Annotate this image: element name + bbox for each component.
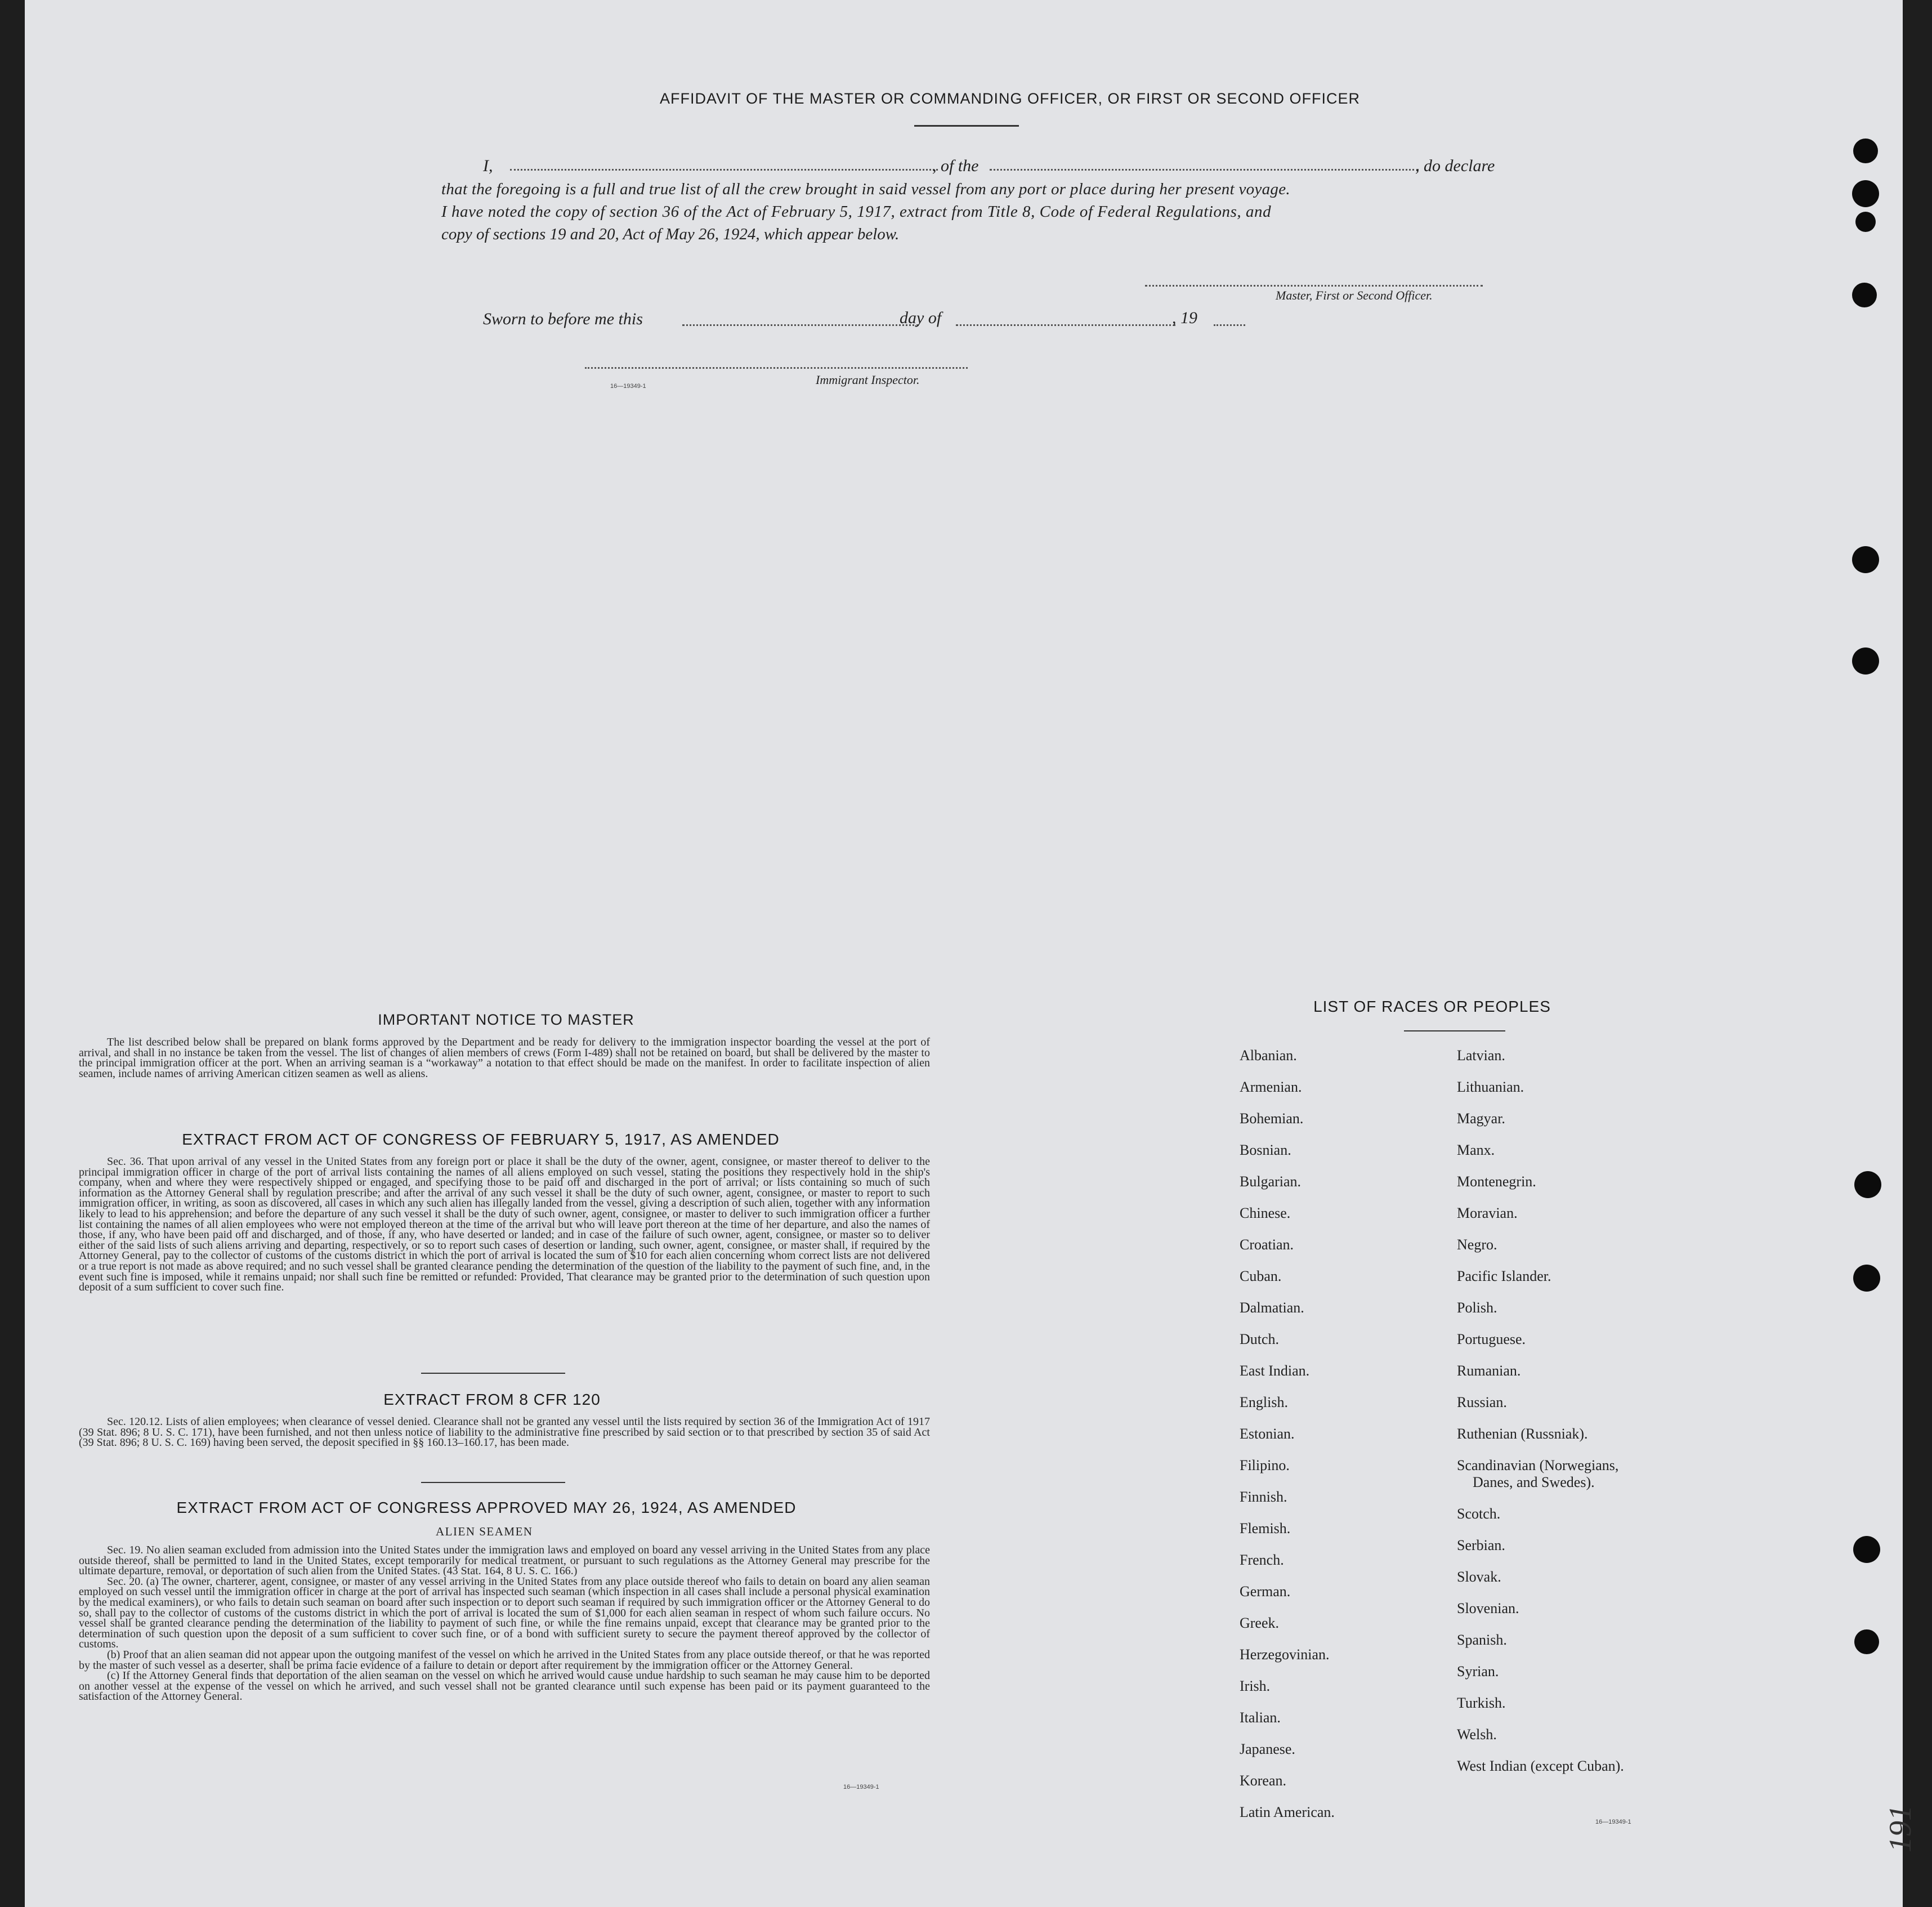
- race-item: West Indian (except Cuban).: [1457, 1758, 1624, 1774]
- inspector-signature-line: [585, 367, 968, 369]
- sec-120-12-paragraph: Sec. 120.12. Lists of alien employees; when clearance of vessel denied. Clearance shall not be granted any vessel until the lists required by section 36 of the Immigration Act of 1917 (39 Stat. 896; 8 U. S. C. 171), have been furnished, and not then unless notice of liability to the administrative fine prescribed by said section or to that prescribed by section 35 of said Act (39 Stat. 896; 8 U. S. C. 169) having been served, the deposit specified in §§ 160.13–160.17, has been made.: [79, 1415, 930, 1449]
- binder-hole: [1853, 139, 1878, 163]
- sworn-day-line: [682, 324, 919, 326]
- binder-hole: [1852, 283, 1877, 307]
- binder-hole: [1854, 1629, 1879, 1654]
- master-label: Master, First or Second Officer.: [1276, 288, 1433, 302]
- race-item: Irish.: [1240, 1678, 1271, 1694]
- race-item: Croatian.: [1240, 1236, 1294, 1253]
- extract-cfr-title: EXTRACT FROM 8 CFR 120: [383, 1391, 601, 1408]
- binder-hole: [1855, 212, 1876, 232]
- race-item: Flemish.: [1240, 1520, 1291, 1537]
- race-item: Polish.: [1457, 1299, 1497, 1316]
- race-item: Lithuanian.: [1457, 1079, 1524, 1095]
- race-item: Scotch.: [1457, 1506, 1501, 1522]
- sec-20b-paragraph: (b) Proof that an alien seaman did not appear upon the outgoing manifest of the vessel on which he arrived in the United States from any place outside thereof, or that he was reported by the master of such vessel as a deserter, shall be prima facie evidence of a failure to detain or deport after requirement by the immigration officer or the Attorney General.: [79, 1648, 930, 1672]
- binder-hole: [1852, 180, 1879, 207]
- sec-36-paragraph: Sec. 36. That upon arrival of any vessel in the United States from any foreign port or place it shall be the duty of the owner, agent, consignee, or master thereof to deliver to the principal immigration officer in charge of the port of arrival lists containing the names of all aliens employed on such vessel, stating the positions they respectively hold in the ship's company, when and where they were respectively shipped or engaged, and specifying those to be paid off and discharged in the port of arrival; or lists containing so much of such information as the Attorney General shall by regulation prescribe; and after the arrival of any such vessel it shall be the duty of such owner, agent, consignee, or master to report to such immigration officer, in writing, as soon as discovered, all cases in which any such alien has illegally landed from the vessel, giving a description of such alien, together with any information likely to lead to his apprehension; and before the departure of any such vessel it shall be the duty of such owner, agent, consignee, or master to deliver to such immigration officer a further list containing the names of all alien employees who were not employed thereon at the time of the arrival but who will leave port thereon at the time of her departure, and also the names of those, if any, who have been paid off and discharged, and of those, if any, who have deserted or landed; and in case of the failure of such owner, agent, consignee, or master so to deliver either of the said lists of such aliens arriving and departing, respectively, or so to report such cases of desertion or landing, such owner, agent, consignee, or master shall, if required by the Attorney General, pay to the collector of customs of the customs district in which the port of arrival is located the sum of $10 for each alien concerning whom correct lists are not delivered or a true report is not made as above required; and no such vessel shall be granted clearance pending the determination of the question of the liability to the payment of such fine, and, in the event such fine is imposed, while it remains unpaid; nor shall such fine be remitted or refunded: Provided, That clearance may be granted prior to the determination of such question upon deposit of a sum sufficient to cover such fine.: [79, 1155, 930, 1294]
- sworn-label: Sworn to before me this: [483, 310, 643, 328]
- sec-20a-paragraph: Sec. 20. (a) The owner, charterer, agent, consignee, or master of any vessel arriving in the United States from any place outside thereof who fails to detain on board any alien seaman employed on such vessel until the immigration officer in charge at the port of arrival has inspected such seaman (which inspection in all cases shall include a personal physical examination by the medical examiners), or who fails to detain such seaman on board after such inspection or to deport such seaman if required by such immigration officer or the Attorney General to do so, shall pay to the collector of customs of the customs district in which the port of arrival is located the sum of $1,000 for each alien seaman in respect of whom such failure occurs. No vessel shall be granted clearance pending the determination of the liability to payment of such fine, or while the fine remains unpaid, except that clearance may be granted prior to the determination of such question upon the deposit of a sum sufficient to cover such fine, or of a bond with sufficient surety to secure the payment thereof approved by the collector of customs.: [79, 1575, 930, 1651]
- form-sheet: [25, 0, 1918, 1907]
- binder-hole: [1852, 647, 1879, 675]
- race-item: Estonian.: [1240, 1426, 1295, 1442]
- title-rule: [914, 125, 1019, 127]
- affidavit-declare: , do declare: [1415, 157, 1495, 175]
- race-item: Magyar.: [1457, 1110, 1505, 1127]
- race-item: Moravian.: [1457, 1205, 1518, 1221]
- races-title-rule: [1404, 1030, 1505, 1031]
- inspector-label: Immigrant Inspector.: [816, 373, 920, 387]
- race-item: Cuban.: [1240, 1268, 1282, 1284]
- page-mark: 191: [1883, 1805, 1918, 1852]
- vessel-line: [990, 169, 1419, 171]
- alien-seamen-subtitle: ALIEN SEAMEN: [436, 1525, 533, 1538]
- affidavit-line-3: I have noted the copy of section 36 of the Act of February 5, 1917, extract from Title 8, Code of Federal Regulations, and: [441, 203, 1272, 221]
- race-item: Armenian.: [1240, 1079, 1302, 1095]
- day-of-label: day of: [900, 309, 942, 327]
- race-item: French.: [1240, 1552, 1284, 1568]
- race-item: Pacific Islander.: [1457, 1268, 1551, 1284]
- race-item: East Indian.: [1240, 1363, 1310, 1379]
- race-item: Greek.: [1240, 1615, 1280, 1631]
- race-item: Herzegovinian.: [1240, 1646, 1330, 1663]
- race-item: Serbian.: [1457, 1537, 1505, 1553]
- race-item: Bulgarian.: [1240, 1173, 1302, 1190]
- extract-1917-title: EXTRACT FROM ACT OF CONGRESS OF FEBRUARY 5, 1917, AS AMENDED: [182, 1131, 780, 1148]
- race-item: Korean.: [1240, 1772, 1287, 1789]
- race-item: Spanish.: [1457, 1632, 1507, 1648]
- race-item: Japanese.: [1240, 1741, 1295, 1757]
- form-number-top: 16—19349-1: [610, 383, 646, 390]
- name-line: [510, 169, 938, 171]
- race-item: Montenegrin.: [1457, 1173, 1536, 1190]
- race-item: Filipino.: [1240, 1457, 1290, 1473]
- race-item: Negro.: [1457, 1236, 1497, 1253]
- race-item: Russian.: [1457, 1394, 1507, 1410]
- race-item: Welsh.: [1457, 1726, 1497, 1743]
- binder-hole: [1853, 1265, 1880, 1292]
- year-line: [1214, 324, 1245, 326]
- race-item: Rumanian.: [1457, 1363, 1521, 1379]
- race-item: Turkish.: [1457, 1695, 1506, 1711]
- divider-2: [421, 1482, 565, 1483]
- binder-hole: [1854, 1171, 1881, 1198]
- race-item: Bohemian.: [1240, 1110, 1304, 1127]
- extract-1924-text: [79, 1545, 930, 1702]
- binder-hole: [1853, 1536, 1880, 1563]
- race-item: Italian.: [1240, 1709, 1281, 1726]
- notice-text: [79, 1037, 930, 1079]
- divider-1: [421, 1373, 565, 1374]
- extract-1924-title: EXTRACT FROM ACT OF CONGRESS APPROVED MAY 26, 1924, AS AMENDED: [176, 1499, 797, 1516]
- race-item: Dalmatian.: [1240, 1299, 1304, 1316]
- race-item: Manx.: [1457, 1142, 1495, 1158]
- binder-hole: [1852, 546, 1879, 573]
- sec-19-paragraph: Sec. 19. No alien seaman excluded from admission into the United States under the immigration laws and employed on board any vessel arriving in the United States from any place outside thereof, shall be permitted to land in the United States, except temporarily for medical treatment, or pursuant to such regulations as the Attorney General may prescribe for the ultimate departure, removal, or deportation of such alien from the United States. (43 Stat. 164, 8 U. S. C. 166.): [79, 1544, 930, 1578]
- form-number-bottom-left: 16—19349-1: [843, 1784, 879, 1790]
- affidavit-of-the: , of the: [932, 157, 979, 175]
- race-item: Chinese.: [1240, 1205, 1291, 1221]
- year-label: , 19: [1172, 309, 1197, 327]
- race-item: Bosnian.: [1240, 1142, 1291, 1158]
- race-item: Ruthenian (Russniak).: [1457, 1426, 1588, 1442]
- affidavit-line-4: copy of sections 19 and 20, Act of May 26, 1924, which appear below.: [441, 225, 900, 243]
- race-item: German.: [1240, 1583, 1291, 1600]
- extract-1917-text: [79, 1156, 930, 1293]
- affidavit-title: AFFIDAVIT OF THE MASTER OR COMMANDING OFFICER, OR FIRST OR SECOND OFFICER: [659, 90, 1361, 107]
- race-item: Scandinavian (Norwegians,: [1457, 1457, 1619, 1473]
- affidavit-i: I,: [483, 157, 493, 175]
- form-number-bottom-right: 16—19349-1: [1595, 1819, 1631, 1825]
- race-item: Slovenian.: [1457, 1600, 1519, 1616]
- race-item: Latin American.: [1240, 1804, 1335, 1820]
- race-item: Slovak.: [1457, 1569, 1501, 1585]
- affidavit-line-2: that the foregoing is a full and true list of all the crew brought in said vessel from any port or place during her present voyage.: [441, 180, 1290, 198]
- sec-20c-paragraph: (c) If the Attorney General finds that deportation of the alien seaman on the vessel on which he arrived would cause undue hardship to such seaman he may cause him to be deported on another vessel at the expense of the vessel on which he arrived, and such vessel shall not be granted clearance until such expense has been paid or its payment guaranteed to the satisfaction of the Attorney General.: [79, 1669, 930, 1703]
- race-item: Albanian.: [1240, 1047, 1297, 1064]
- extract-cfr-text: [79, 1417, 930, 1448]
- notice-paragraph: The list described below shall be prepared on blank forms approved by the Department and be ready for delivery to the immigration inspector boarding the vessel at the port of arrival, and shall in no instance be taken from the vessel. The list of changes of alien members of crews (Form I-489) shall not be retained on board, but shall be delivered by the master to the principal immigration officer at the port. When an arriving seaman is a “workaway” a notation to that effect should be made on the manifest. In order to facilitate inspection of alien seamen, include names of arriving American citizen seamen as well as aliens.: [79, 1036, 930, 1080]
- race-item: Latvian.: [1457, 1047, 1505, 1064]
- master-signature-line: [1145, 285, 1483, 287]
- race-item: Portuguese.: [1457, 1331, 1526, 1347]
- notice-title: IMPORTANT NOTICE TO MASTER: [378, 1011, 634, 1028]
- race-item: Syrian.: [1457, 1663, 1499, 1680]
- race-item: Dutch.: [1240, 1331, 1280, 1347]
- race-item: Finnish.: [1240, 1489, 1287, 1505]
- races-title: LIST OF RACES OR PEOPLES: [1313, 998, 1551, 1015]
- month-line: [956, 324, 1175, 326]
- race-item: English.: [1240, 1394, 1288, 1410]
- race-item: Danes, and Swedes).: [1473, 1474, 1595, 1490]
